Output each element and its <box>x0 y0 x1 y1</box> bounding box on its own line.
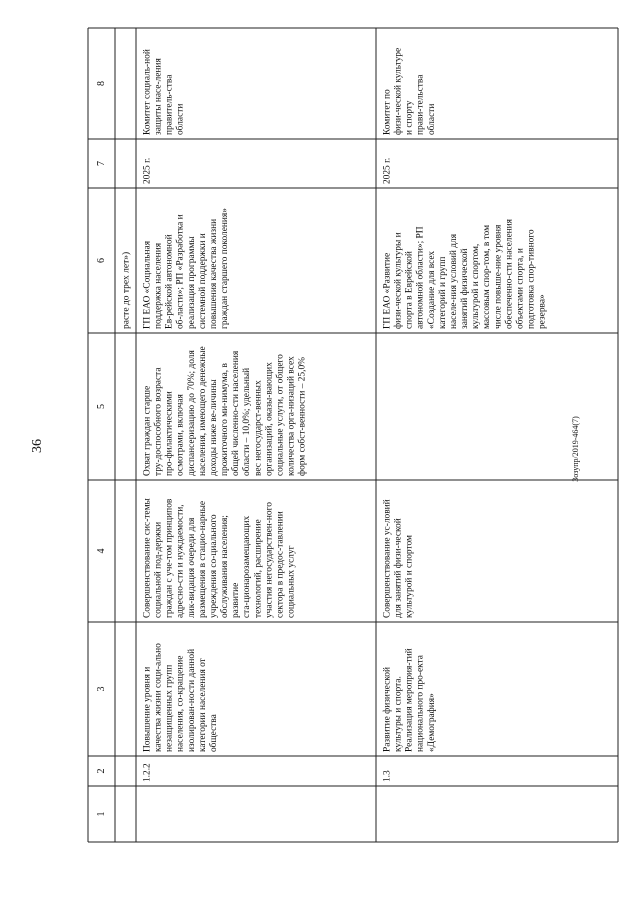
svg-text:вес негосударст-венных: вес негосударст-венных <box>253 380 264 476</box>
svg-text:спорта в Еврейской: спорта в Еврейской <box>404 251 415 329</box>
svg-text:категорий и групп: категорий и групп <box>437 256 448 329</box>
header-col-6: 6 <box>96 258 107 263</box>
svg-text:культурой и спортом: культурой и спортом <box>404 535 415 618</box>
svg-text:объектами спорта, и: объектами спорта, и <box>515 248 526 329</box>
svg-text:«Создание для всех: «Создание для всех <box>426 250 437 329</box>
svg-text:социальные услуги, от общего: социальные услуги, от общего <box>275 354 286 476</box>
svg-text:культурой и спортом,: культурой и спортом, <box>471 243 482 329</box>
svg-text:сектора в предос-тавлении: сектора в предос-тавлении <box>275 511 286 618</box>
svg-text:физи-ческой культуре: физи-ческой культуре <box>393 47 404 135</box>
row2-num <box>382 770 392 782</box>
header-col-1: 1 <box>96 811 107 817</box>
svg-text:массовым спор-том, в том: массовым спор-том, в том <box>482 224 493 329</box>
svg-text:Реализация мероприя-тий: Реализация мероприя-тий <box>404 648 415 752</box>
svg-text:Совершенствование сис-темы: Совершенствование сис-темы <box>142 498 153 618</box>
continuation-text <box>121 252 132 329</box>
svg-text:прави-тельства: прави-тельства <box>415 74 426 135</box>
svg-text:Повышение уровня и: Повышение уровня и <box>142 666 153 752</box>
svg-text:диспансеризацию до 70%; доля: диспансеризацию до 70%; доля <box>186 350 197 476</box>
svg-text:размещения в стацио-нарные: размещения в стацио-нарные <box>197 500 208 618</box>
svg-text:населения, со-кращение: населения, со-кращение <box>175 655 186 752</box>
svg-text:2025 г.: 2025 г. <box>382 157 393 184</box>
row1-col5 <box>142 346 307 476</box>
svg-text:участия негосударствен-ного: участия негосударствен-ного <box>264 502 275 618</box>
svg-text:социальной под-держки: социальной под-держки <box>153 521 164 618</box>
svg-text:реализация программы: реализация программы <box>186 236 197 329</box>
svg-text:автономной области»; РП: автономной области»; РП <box>415 226 426 329</box>
row1-col7 <box>142 158 152 184</box>
svg-text:области: области <box>175 103 186 135</box>
svg-text:«Демография»: «Демография» <box>426 693 437 752</box>
svg-text:общества: общества <box>208 714 219 752</box>
svg-text:поддержка населения: поддержка населения <box>153 242 164 329</box>
svg-text:для занятий физи-ческой: для занятий физи-ческой <box>393 518 404 618</box>
svg-text:Комитет социаль-ной: Комитет социаль-ной <box>142 49 153 135</box>
svg-text:подготовка спор-тивного: подготовка спор-тивного <box>526 229 537 329</box>
svg-text:и спорту: и спорту <box>404 100 415 135</box>
svg-text:количества орга-низаций всех: количества орга-низаций всех <box>286 356 297 476</box>
svg-text:изолирован-ности данной: изолирован-ности данной <box>186 648 197 752</box>
header-col-5: 5 <box>96 404 107 409</box>
svg-text:развитие: развитие <box>231 582 242 618</box>
svg-text:граждан старшего поколения»: граждан старшего поколения» <box>220 208 231 329</box>
svg-text:Комитет по: Комитет по <box>382 89 393 135</box>
header-col-2: 2 <box>96 768 107 774</box>
svg-text:прожиточного ми-нимума, в: прожиточного ми-нимума, в <box>220 363 231 476</box>
row1-col3 <box>142 643 219 752</box>
svg-text:общей численно-сти населения: общей численно-сти населения <box>231 350 242 476</box>
svg-text:лик-видация очереди для: лик-видация очереди для <box>186 517 197 618</box>
svg-text:занятий физической: занятий физической <box>460 248 471 329</box>
svg-text:тру-доспособного возраста: тру-доспособного возраста <box>153 367 164 476</box>
page-number: 36 <box>30 439 45 453</box>
svg-text:населения, имеющего денежные: населения, имеющего денежные <box>197 346 208 476</box>
header-col-4: 4 <box>96 548 107 554</box>
row2-col3 <box>381 648 436 752</box>
svg-text:организаций, оказы-вающих: организаций, оказы-вающих <box>264 362 275 476</box>
svg-text:культуры и спорта.: культуры и спорта. <box>393 676 404 752</box>
svg-text:Охват граждан старше: Охват граждан старше <box>142 385 153 476</box>
svg-text:резерва»: резерва» <box>537 294 548 329</box>
header-col-8: 8 <box>96 81 107 86</box>
row2-col8 <box>382 48 436 135</box>
svg-text:осмотрами, включая: осмотрами, включая <box>175 394 186 476</box>
header-col-3: 3 <box>96 686 107 692</box>
svg-text:национального про-екта: национального про-екта <box>415 655 426 752</box>
header-col-7: 7 <box>96 161 107 166</box>
svg-text:расте до трех лет»): расте до трех лет») <box>121 251 132 329</box>
svg-text:учреждения со-циального: учреждения со-циального <box>208 514 219 618</box>
svg-text:качества жизни соци-ально: качества жизни соци-ально <box>153 643 164 752</box>
svg-text:граждан с уче-том принципов: граждан с уче-том принципов <box>164 498 175 618</box>
svg-text:правитель-ства: правитель-ства <box>164 74 175 135</box>
svg-text:социальных услуг: социальных услуг <box>286 545 297 618</box>
svg-text:об-ласти»; РП «Разработка и: об-ласти»; РП «Разработка и <box>175 214 186 329</box>
row1-num <box>142 763 152 782</box>
svg-text:обеспеченно-сти населения: обеспеченно-сти населения <box>504 219 515 329</box>
svg-text:Совершенствование ус-ловий: Совершенствование ус-ловий <box>382 499 393 618</box>
row1-col8 <box>141 49 185 135</box>
svg-text:1.2.2: 1.2.2 <box>142 763 153 782</box>
svg-text:Развитие физической: Развитие физической <box>382 666 393 752</box>
svg-text:доходы ниже ве-личины: доходы ниже ве-личины <box>208 379 219 476</box>
svg-text:про-филактическими: про-филактическими <box>164 391 175 476</box>
svg-text:форм собст-венности – 25,0%: форм собст-венности – 25,0% <box>297 357 308 476</box>
svg-text:защиты насе-ления: защиты насе-ления <box>153 58 164 135</box>
svg-text:ГП ЕАО «Развитие: ГП ЕАО «Развитие <box>382 252 393 329</box>
svg-text:области: области <box>426 103 437 135</box>
svg-text:технологий, расширение: технологий, расширение <box>253 519 264 618</box>
svg-text:числе повыше-ние уровня: числе повыше-ние уровня <box>493 224 504 329</box>
svg-text:2025 г.: 2025 г. <box>142 157 153 184</box>
svg-text:повышения качества жизни: повышения качества жизни <box>208 218 219 329</box>
svg-text:физи-ческой культуры и: физи-ческой культуры и <box>393 232 404 329</box>
row1-col6 <box>142 208 230 329</box>
row2-col7 <box>382 158 392 184</box>
svg-text:незащищенных групп: незащищенных групп <box>164 664 175 752</box>
row2-col4 <box>381 499 414 618</box>
footer-code: Зозупр/2019-464(7) <box>571 416 580 482</box>
row1-col4 <box>142 497 296 618</box>
svg-text:ста-ционарозамещающих: ста-ционарозамещающих <box>242 515 253 618</box>
svg-text:ГП ЕАО «Социальная: ГП ЕАО «Социальная <box>142 240 153 329</box>
svg-text:населе-ния условий для: населе-ния условий для <box>448 233 459 329</box>
row2-col6 <box>382 218 547 329</box>
svg-text:адресно-сти и нуждаемости,: адресно-сти и нуждаемости, <box>175 504 186 618</box>
svg-text:категории населения от: категории населения от <box>197 658 208 752</box>
svg-text:1.3: 1.3 <box>382 770 393 782</box>
svg-text:обслуживания населения;: обслуживания населения; <box>220 515 231 618</box>
svg-text:Ев-рейской автономной: Ев-рейской автономной <box>164 234 175 329</box>
svg-text:системной поддержки и: системной поддержки и <box>197 233 208 329</box>
svg-text:области – 10,0%; удельный: области – 10,0%; удельный <box>242 367 253 476</box>
